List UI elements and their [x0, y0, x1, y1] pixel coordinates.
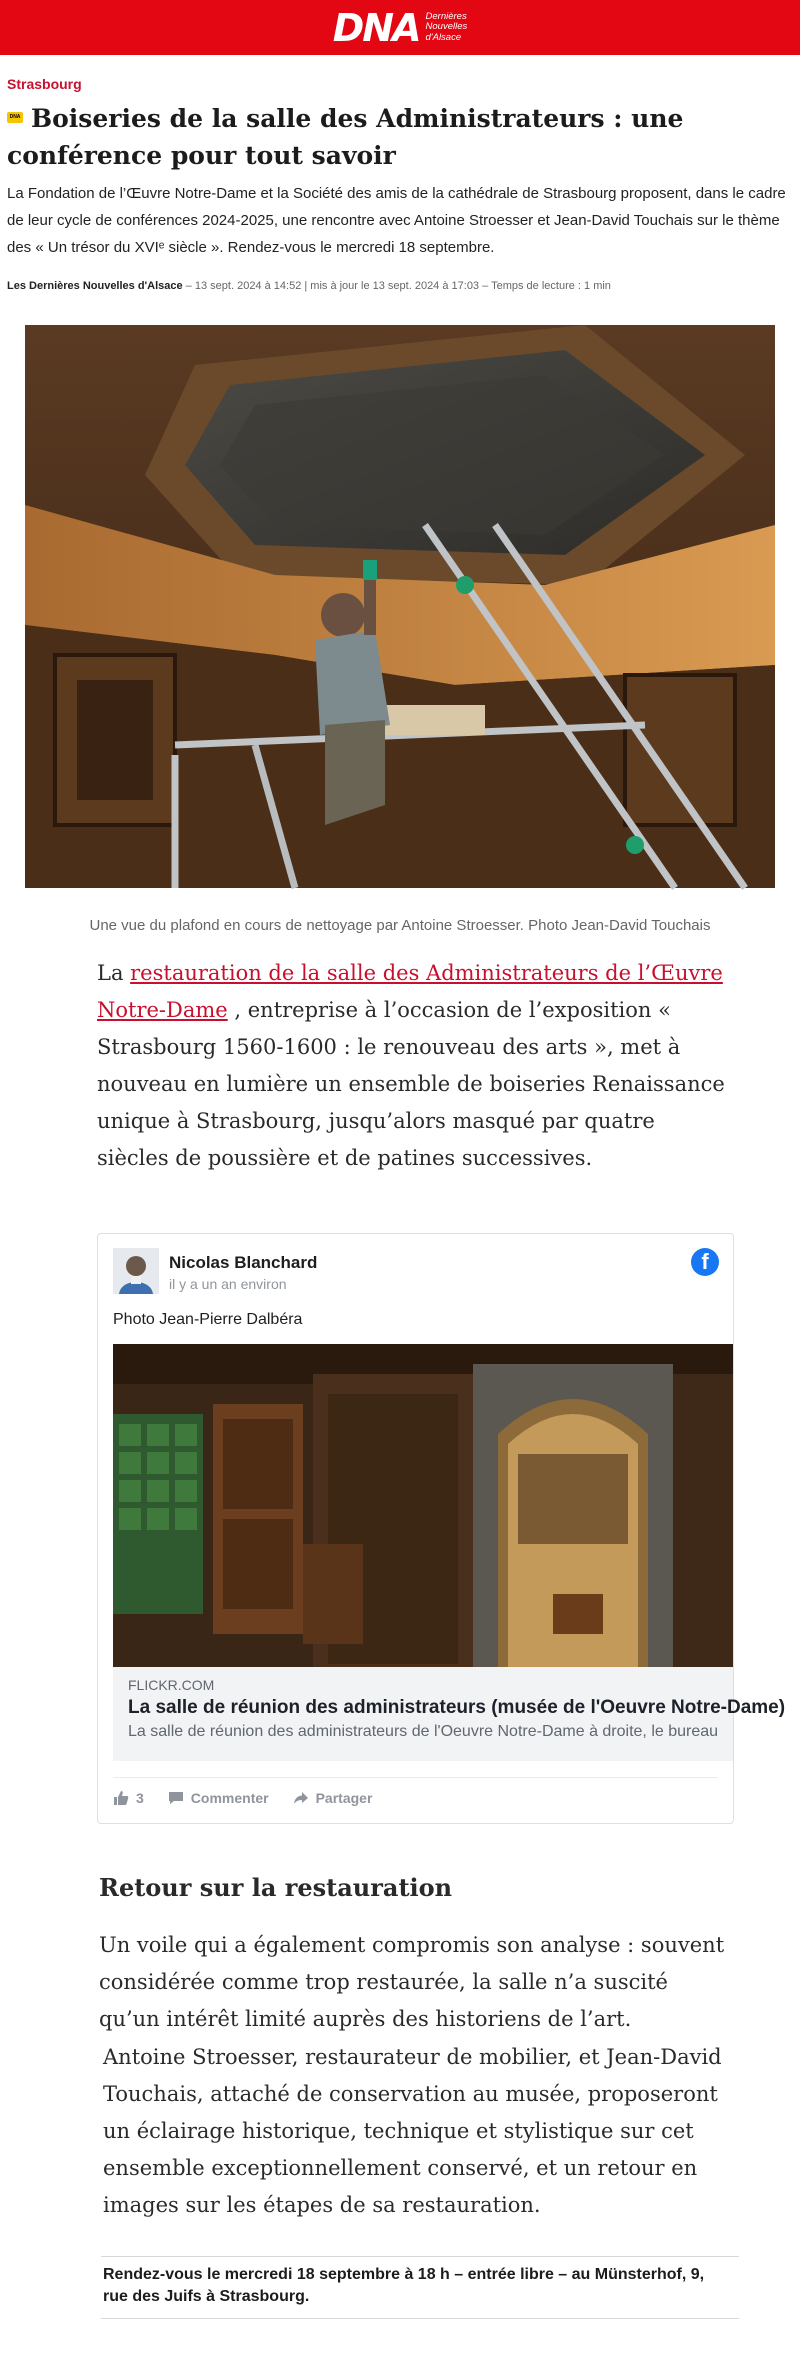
- logo-subtitle-line: Dernières: [425, 10, 467, 22]
- avatar-icon: [113, 1248, 159, 1294]
- post-text: Photo Jean-Pierre Dalbéra: [113, 1311, 303, 1328]
- post-actions: [113, 1790, 372, 1806]
- hero-photo[interactable]: [25, 325, 775, 888]
- paragraph-text: , entreprise à l’occasion de l’exposition « Strasbourg 1560-1600 : le renouveau des arts », met à nouveau en lumière un ensemble de boiseries Renaissance unique à Strasbourg, jusqu’alors masqué par quatre siècles de poussière et de patines successives.: [97, 998, 725, 1170]
- divider: [101, 2256, 739, 2257]
- thumbs-up-icon: [113, 1790, 129, 1806]
- link-domain: FLICKR.COM: [128, 1677, 215, 1693]
- divider: [101, 2318, 739, 2319]
- logo-subtitle-line: Nouvelles: [425, 21, 468, 33]
- comment-label: Commenter: [190, 1790, 269, 1806]
- facebook-embed: [97, 1233, 786, 1824]
- hero-photo-illustration: [25, 325, 775, 888]
- like-count: 3: [136, 1790, 144, 1806]
- link-description: La salle de réunion des administrateurs de l'Oeuvre Notre-Dame à droite, le bureau: [128, 1723, 719, 1740]
- link-title: La salle de réunion des administrateurs (musée de l'Oeuvre Notre-Dame): [128, 1697, 786, 1718]
- article-paragraph: [97, 955, 732, 1177]
- post-author[interactable]: Nicolas Blanchard: [169, 1253, 318, 1272]
- avatar[interactable]: [113, 1248, 159, 1294]
- post-timestamp[interactable]: il y a un an environ: [169, 1276, 287, 1292]
- share-button[interactable]: [293, 1790, 373, 1806]
- divider: [113, 1777, 718, 1778]
- post-photo[interactable]: [113, 1344, 733, 1667]
- section-link[interactable]: Strasbourg: [7, 76, 82, 92]
- logo-subtitle: [426, 12, 468, 44]
- like-button[interactable]: [113, 1790, 144, 1806]
- article-paragraph: Antoine Stroesser, restaurateur de mobilier, et Jean-David Touchais, attaché de conservation au musée, proposeront un éclairage historique, technique et stylistique sur cet ensemble exceptionnellement conservé, et un retour en images sur les étapes de sa restauration.: [103, 2045, 722, 2217]
- photo-caption: Une vue du plafond en cours de nettoyage par Antoine Stroesser. Photo Jean-David Touchais: [89, 917, 711, 934]
- link-preview[interactable]: [113, 1667, 786, 1761]
- article-title: [7, 100, 787, 174]
- article-title-text: Boiseries de la salle des Administrateurs : une conférence pour tout savoir: [7, 104, 684, 170]
- restoration-link[interactable]: restauration de la salle des Administrateurs de l’Œuvre Notre-Dame: [97, 961, 723, 1022]
- article-lede: La Fondation de l’Œuvre Notre-Dame et la Société des amis de la cathédrale de Strasbourg proposent, dans le cadre de leur cycle de conférences 2024-2025, une rencontre avec Antoine Stroesser et Jean-David Touchais sur le thème des « Un trésor du XVIᵉ siècle ». Rendez-vous le mercredi 18 septembre.: [7, 185, 786, 256]
- facebook-icon[interactable]: f: [691, 1248, 719, 1276]
- share-icon: [293, 1790, 309, 1806]
- dna-badge-icon: DNA: [7, 112, 23, 123]
- logo-mark: DNA: [332, 5, 420, 50]
- share-label: Partager: [315, 1790, 373, 1806]
- meta-dates: – 13 sept. 2024 à 14:52 | mis à jour le 13 sept. 2024 à 17:03 – Temps de lecture : 1 min: [182, 280, 611, 292]
- section-heading: Retour sur la restauration: [99, 1873, 453, 1902]
- comment-button[interactable]: [168, 1790, 269, 1806]
- post-photo-illustration: [113, 1344, 733, 1667]
- article-paragraph: Un voile qui a également compromis son analyse : souvent considérée comme trop restaurée, la salle n’a suscité qu’un intérêt limité auprès des historiens de l’art.: [99, 1933, 725, 2031]
- logo-subtitle-line: d'Alsace: [425, 31, 462, 43]
- article-meta: [7, 280, 611, 292]
- meta-source: Les Dernières Nouvelles d'Alsace: [7, 280, 183, 292]
- event-info: Rendez-vous le mercredi 18 septembre à 18 h – entrée libre – au Münsterhof, 9, rue des Juifs à Strasbourg.: [103, 2266, 705, 2305]
- site-header: [0, 0, 800, 55]
- paragraph-text: La: [97, 961, 131, 985]
- dna-logo[interactable]: [332, 5, 468, 50]
- comment-icon: [168, 1790, 184, 1806]
